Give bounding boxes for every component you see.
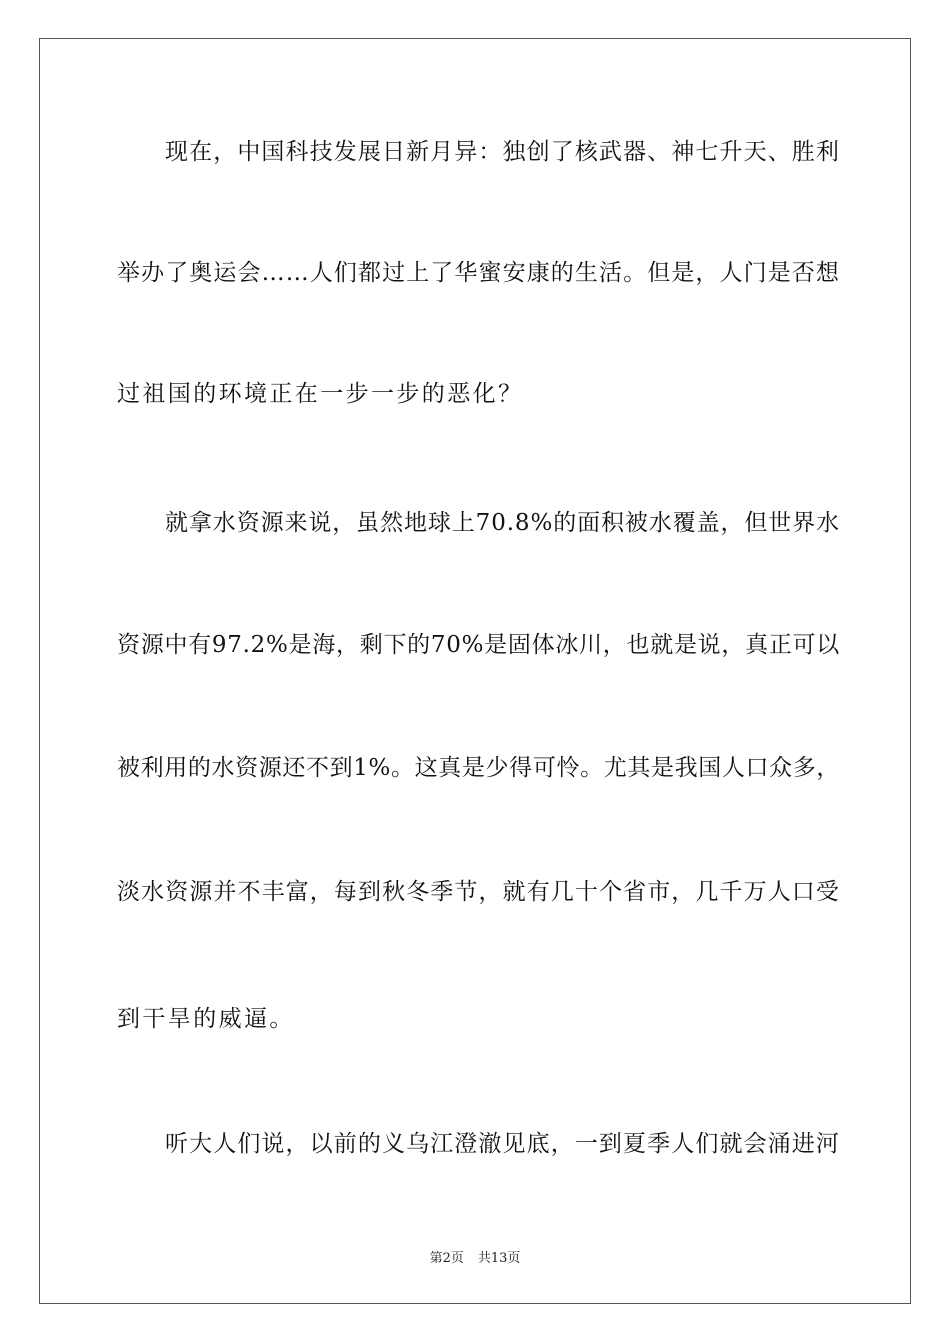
text-line-3 — [0, 374, 950, 414]
text-line-2 — [0, 253, 950, 293]
page-footer — [0, 1247, 950, 1266]
page-number: 第2页 — [429, 1251, 464, 1266]
text-line-7 — [0, 872, 950, 912]
paragraph-2-line-3: 被利用的水资源还不到1%。这真是少得可怜。尤其是我国人口众多， — [117, 755, 840, 781]
paragraph-2-line-2: 资源中有97.2%是海，剩下的70%是固体冰川，也就是说，真正可以 — [117, 632, 840, 658]
text-line-6 — [0, 748, 950, 788]
paragraph-2-line-5: 到干旱的威逼。 — [117, 1006, 295, 1032]
page-border — [39, 38, 911, 1304]
paragraph-1-line-2: 举办了奥运会……人们都过上了华蜜安康的生活。但是，人门是否想 — [117, 260, 840, 286]
paragraph-2-line-4: 淡水资源并不丰富，每到秋冬季节，就有几十个省市，几千万人口受 — [117, 879, 840, 905]
paragraph-2-line-1: 就拿水资源来说，虽然地球上70.8%的面积被水覆盖，但世界水 — [165, 510, 840, 536]
text-line-4 — [0, 503, 950, 543]
text-line-8 — [0, 999, 950, 1039]
page-total: 共13页 — [477, 1251, 521, 1266]
text-line-9 — [0, 1124, 950, 1164]
paragraph-3-line-1: 听大人们说，以前的义乌江澄澈见底，一到夏季人们就会涌进河 — [165, 1131, 840, 1157]
text-line-5 — [0, 625, 950, 665]
paragraph-1-line-3: 过祖国的环境正在一步一步的恶化？ — [117, 381, 524, 407]
text-line-1 — [0, 132, 950, 172]
paragraph-1-line-1: 现在，中国科技发展日新月异：独创了核武器、神七升天、胜利 — [165, 139, 840, 165]
